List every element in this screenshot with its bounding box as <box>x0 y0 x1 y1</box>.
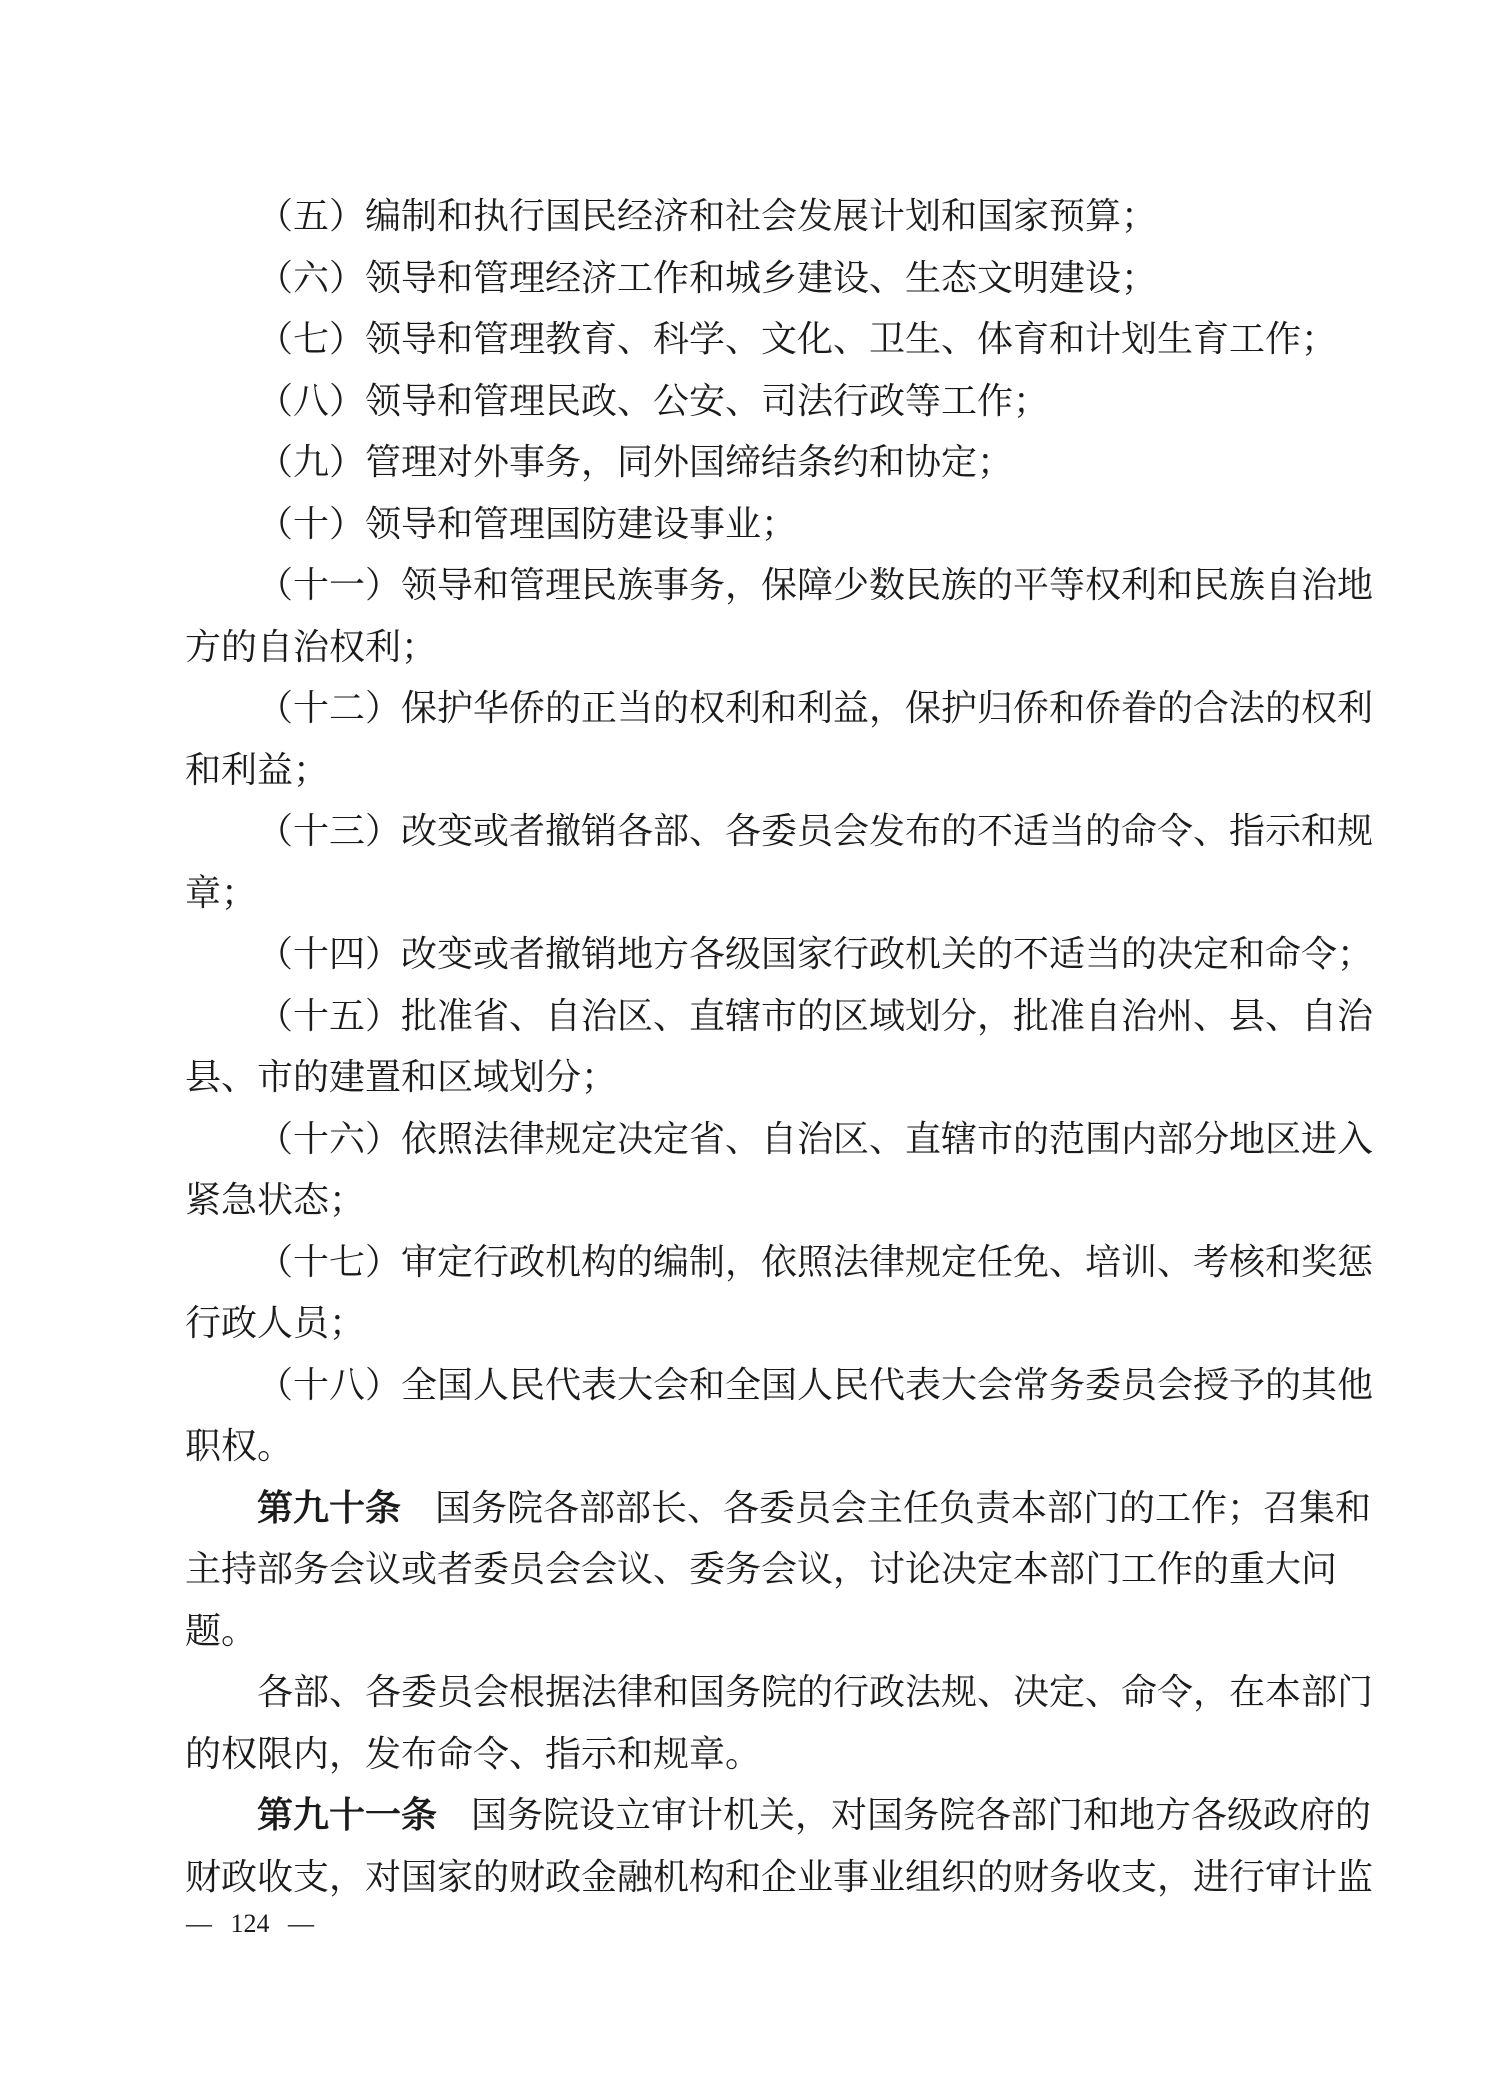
line-text: （十一）领导和管理民族事务，保障少数民族的平等权利和民族自治地 <box>257 565 1374 605</box>
text-line <box>185 1170 1385 1232</box>
line-text: 国务院设立审计机关，对国务院各部门和地方各级政府的 <box>471 1795 1372 1835</box>
text-line <box>185 309 1385 371</box>
article-number: 第九十条 <box>257 1487 402 1528</box>
line-text: 和利益； <box>185 749 330 790</box>
text-line <box>185 1601 1385 1663</box>
text-line <box>185 1293 1385 1355</box>
line-text: （十二）保护华侨的正当的权利和利益，保护归侨和侨眷的合法的权利 <box>257 688 1374 728</box>
text-line <box>185 863 1385 925</box>
line-text: 章； <box>185 872 258 913</box>
line-text: （九）管理对外事务，同外国缔结条约和协定； <box>257 442 1014 482</box>
line-text: 主持部务会议或者委员会会议、委务会议，讨论决定本部门工作的重大问 <box>185 1549 1338 1589</box>
page-number: — 124 — <box>186 1909 314 1938</box>
text-line <box>185 1416 1385 1478</box>
line-text: （五）编制和执行国民经济和社会发展计划和国家预算； <box>257 196 1158 236</box>
line-text: 县、市的建置和区域划分； <box>185 1057 618 1097</box>
line-text: （十七）审定行政机构的编制，依照法律规定任免、培训、考核和奖惩 <box>257 1241 1374 1282</box>
text-line <box>185 494 1385 556</box>
article-line <box>185 1478 1385 1540</box>
text-line <box>185 186 1385 248</box>
line-text: 国务院各部部长、各委员会主任负责本部门的工作；召集和 <box>435 1487 1372 1528</box>
text-line <box>185 1109 1385 1171</box>
line-text: （十）领导和管理国防建设事业； <box>257 503 798 544</box>
line-text: 各部、各委员会根据法律和国务院的行政法规、决定、命令，在本部门 <box>257 1672 1374 1712</box>
line-text: （七）领导和管理教育、科学、文化、卫生、体育和计划生育工作； <box>257 319 1338 359</box>
text-line <box>185 1232 1385 1294</box>
line-text: （八）领导和管理民政、公安、司法行政等工作； <box>257 380 1050 421</box>
line-text: 职权。 <box>185 1426 294 1466</box>
line-text: （十六）依照法律规定决定省、自治区、直辖市的范围内部分地区进入 <box>257 1118 1374 1159</box>
line-text: （六）领导和管理经济工作和城乡建设、生态文明建设； <box>257 257 1158 298</box>
text-line <box>185 678 1385 740</box>
text-line <box>185 740 1385 802</box>
text-line <box>185 1724 1385 1786</box>
text-line <box>185 986 1385 1048</box>
line-text: 的权限内，发布命令、指示和规章。 <box>185 1733 762 1774</box>
line-text: 行政人员； <box>185 1303 366 1343</box>
text-line <box>185 555 1385 617</box>
text-line <box>185 1662 1385 1724</box>
line-text: 方的自治权利； <box>185 626 438 667</box>
text-line <box>185 1847 1385 1909</box>
text-line <box>185 1539 1385 1601</box>
document-body <box>185 186 1385 1908</box>
text-line <box>185 801 1385 863</box>
text-line <box>185 1355 1385 1417</box>
text-line <box>185 248 1385 310</box>
article-number: 第九十一条 <box>257 1795 438 1835</box>
line-text: （十八）全国人民代表大会和全国人民代表大会常务委员会授予的其他 <box>257 1364 1374 1405</box>
line-text: （十三）改变或者撤销各部、各委员会发布的不适当的命令、指示和规 <box>257 811 1374 851</box>
line-text: 财政收支，对国家的财政金融机构和企业事业组织的财务收支，进行审计监 <box>185 1856 1374 1897</box>
text-line <box>185 1047 1385 1109</box>
line-text: 题。 <box>185 1610 258 1651</box>
text-line <box>185 432 1385 494</box>
text-line <box>185 617 1385 679</box>
text-line <box>185 371 1385 433</box>
line-text: 紧急状态； <box>185 1180 366 1220</box>
line-text: （十五）批准省、自治区、直辖市的区域划分，批准自治州、县、自治 <box>257 995 1374 1036</box>
line-text: （十四）改变或者撤销地方各级国家行政机关的不适当的决定和命令； <box>257 934 1374 974</box>
article-line <box>185 1785 1385 1847</box>
text-line <box>185 924 1385 986</box>
